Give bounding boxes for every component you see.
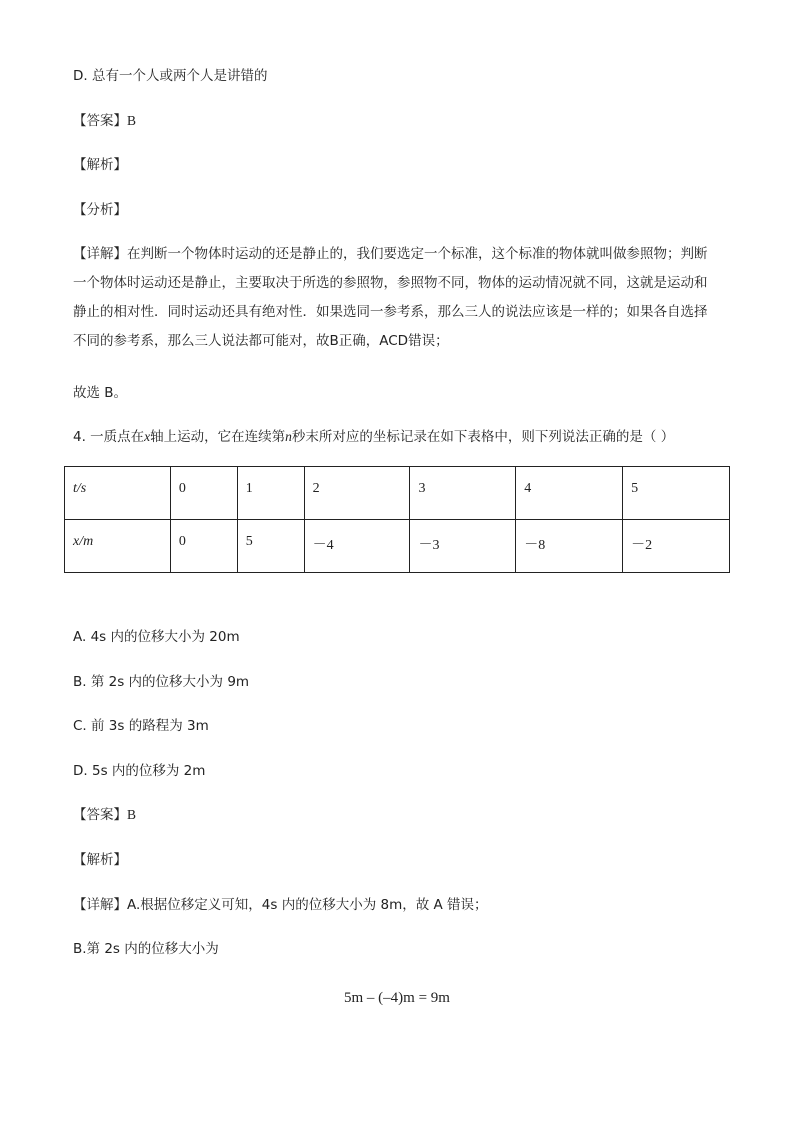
answer-value: B (127, 113, 137, 128)
answer-line-q4 (73, 805, 136, 825)
table-cell: －2 (623, 520, 730, 573)
table-cell-label: t/s (65, 467, 171, 520)
answer-label: 【答案】 (73, 807, 127, 823)
table-cell: 5 (237, 520, 304, 573)
displacement-formula: 5m – (–4)m = 9m (344, 990, 450, 1006)
breakdown-label-prev: 【分析】 (73, 202, 127, 218)
stem-suffix: 秒末所对应的坐标记录在如下表格中，则下列说法正确的是（ ） (291, 429, 675, 445)
table-cell: 4 (516, 467, 623, 520)
table-row-position (65, 520, 730, 573)
option-b: B. 第 2s 内的位移大小为 9m (73, 674, 250, 690)
option-d: D. 5s 内的位移为 2m (73, 763, 206, 779)
analysis-label-q4: 【解析】 (73, 852, 127, 868)
stem-prefix: 4. 一质点在 (73, 429, 145, 445)
option-a: A. 4s 内的位移大小为 20m (73, 629, 240, 645)
detail-a-text: A.根据位移定义可知，4s 内的位移大小为 8m，故 A 错误； (127, 897, 488, 913)
table-cell-label: x/m (65, 520, 171, 573)
stem-var-x: x (144, 429, 151, 444)
detail-label: 【详解】 (73, 246, 127, 262)
table-cell: 0 (170, 520, 237, 573)
answer-label: 【答案】 (73, 113, 127, 129)
conclusion-prev: 故选 B。 (73, 385, 128, 401)
table-cell: 2 (304, 467, 410, 520)
table-cell: 0 (170, 467, 237, 520)
stem-var-n: n (285, 429, 292, 444)
option-c: C. 前 3s 的路程为 3m (73, 718, 209, 734)
detail-a-line (73, 895, 488, 915)
table-cell: －8 (516, 520, 623, 573)
table-cell: －3 (410, 520, 516, 573)
detail-label: 【详解】 (73, 897, 127, 913)
detail-b-line: B.第 2s 内的位移大小为 (73, 941, 219, 957)
table-row-time (65, 467, 730, 520)
answer-value: B (127, 807, 137, 822)
stem-mid: 轴上运动，它在连续第 (150, 429, 286, 445)
question4-stem (73, 427, 674, 447)
analysis-label-prev: 【解析】 (73, 157, 127, 173)
detail-paragraph-prev (73, 240, 719, 356)
option-d-prev: D. 总有一个人或两个人是讲错的 (73, 68, 268, 84)
table-cell: －4 (304, 520, 410, 573)
table-cell: 3 (410, 467, 516, 520)
answer-line-prev (73, 111, 136, 131)
table-cell: 5 (623, 467, 730, 520)
coordinate-table (64, 466, 730, 573)
detail-text: 在判断一个物体时运动的还是静止的，我们要选定一个标准，这个标准的物体就叫做参照物；判断一个物体时运动还是静止，主要取决于所选的参照物，参照物不同，物体的运动情况就不同，这就是运动和静止的相对性．同时运动还具有绝对性．如果选同一参考系，那么三人的说法应该是一样的；如果各自选择不同的参考系，那么三人说法都可能对，故B正确，ACD错误； (73, 246, 708, 349)
table-cell: 1 (237, 467, 304, 520)
